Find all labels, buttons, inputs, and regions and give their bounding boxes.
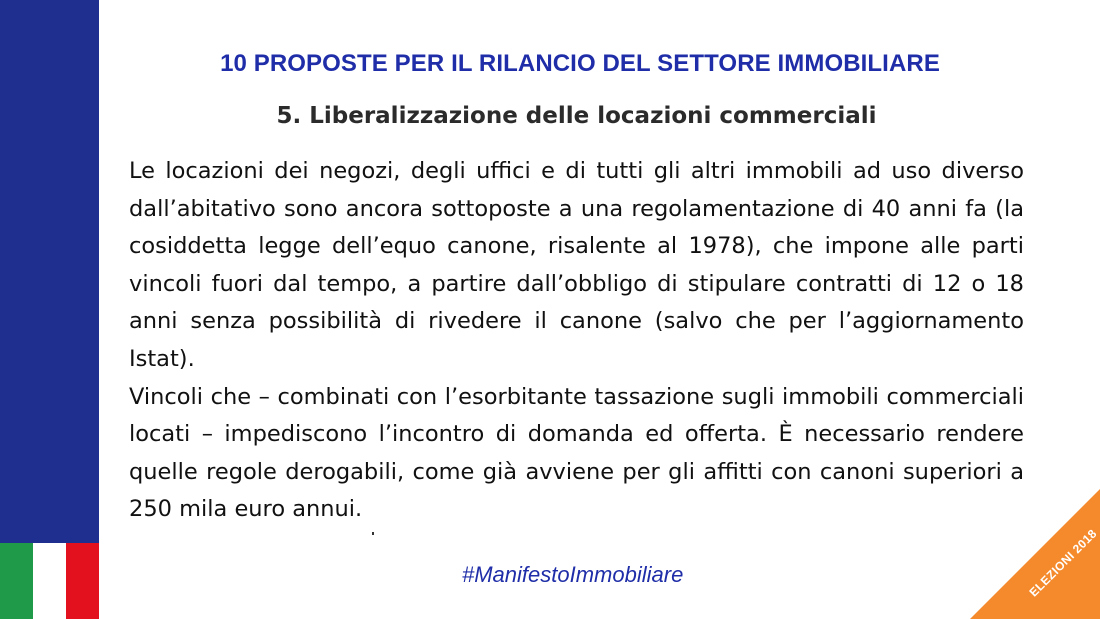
corner-badge-label: ELEZIONI 2018 (1026, 526, 1100, 600)
flag-stripe-red (66, 543, 99, 619)
slide-title: 10 PROPOSTE PER IL RILANCIO DEL SETTORE IMMOBILIARE (220, 50, 940, 77)
flag-stripe-green (0, 543, 33, 619)
paragraph-1: Le locazioni dei negozi, degli uffici e di tutti gli altri immobili ad uso diverso dall’abitativo sono ancora sottoposte a una regolamentazione di 40 anni fa (la cosiddetta legge dell’equo canone, risalente al 1978), che impone alle parti vincoli fuori dal tempo, a partire dall’obbligo di stipulare contratti di 12 o 18 anni senza possibilità di rivedere il canone (salvo che per l’aggiornamento Istat). (129, 158, 1024, 372)
hashtag: #ManifestoImmobiliare (462, 562, 684, 587)
left-blue-band (0, 0, 99, 543)
slide-body (129, 153, 1024, 529)
paragraph-2: Vincoli che – combinati con l’esorbitante tassazione sugli immobili commerciali locati – impediscono l’incontro di domanda ed offerta. È necessario rendere quelle regole derogabili, come già avviene per gli affitti con canoni superiori a 250 mila euro annui. (129, 383, 1024, 523)
slide-subtitle: 5. Liberalizzazione delle locazioni commerciali (276, 103, 877, 129)
flag-stripe-white (33, 543, 66, 619)
italian-flag (0, 543, 99, 619)
stray-dot (372, 532, 374, 535)
